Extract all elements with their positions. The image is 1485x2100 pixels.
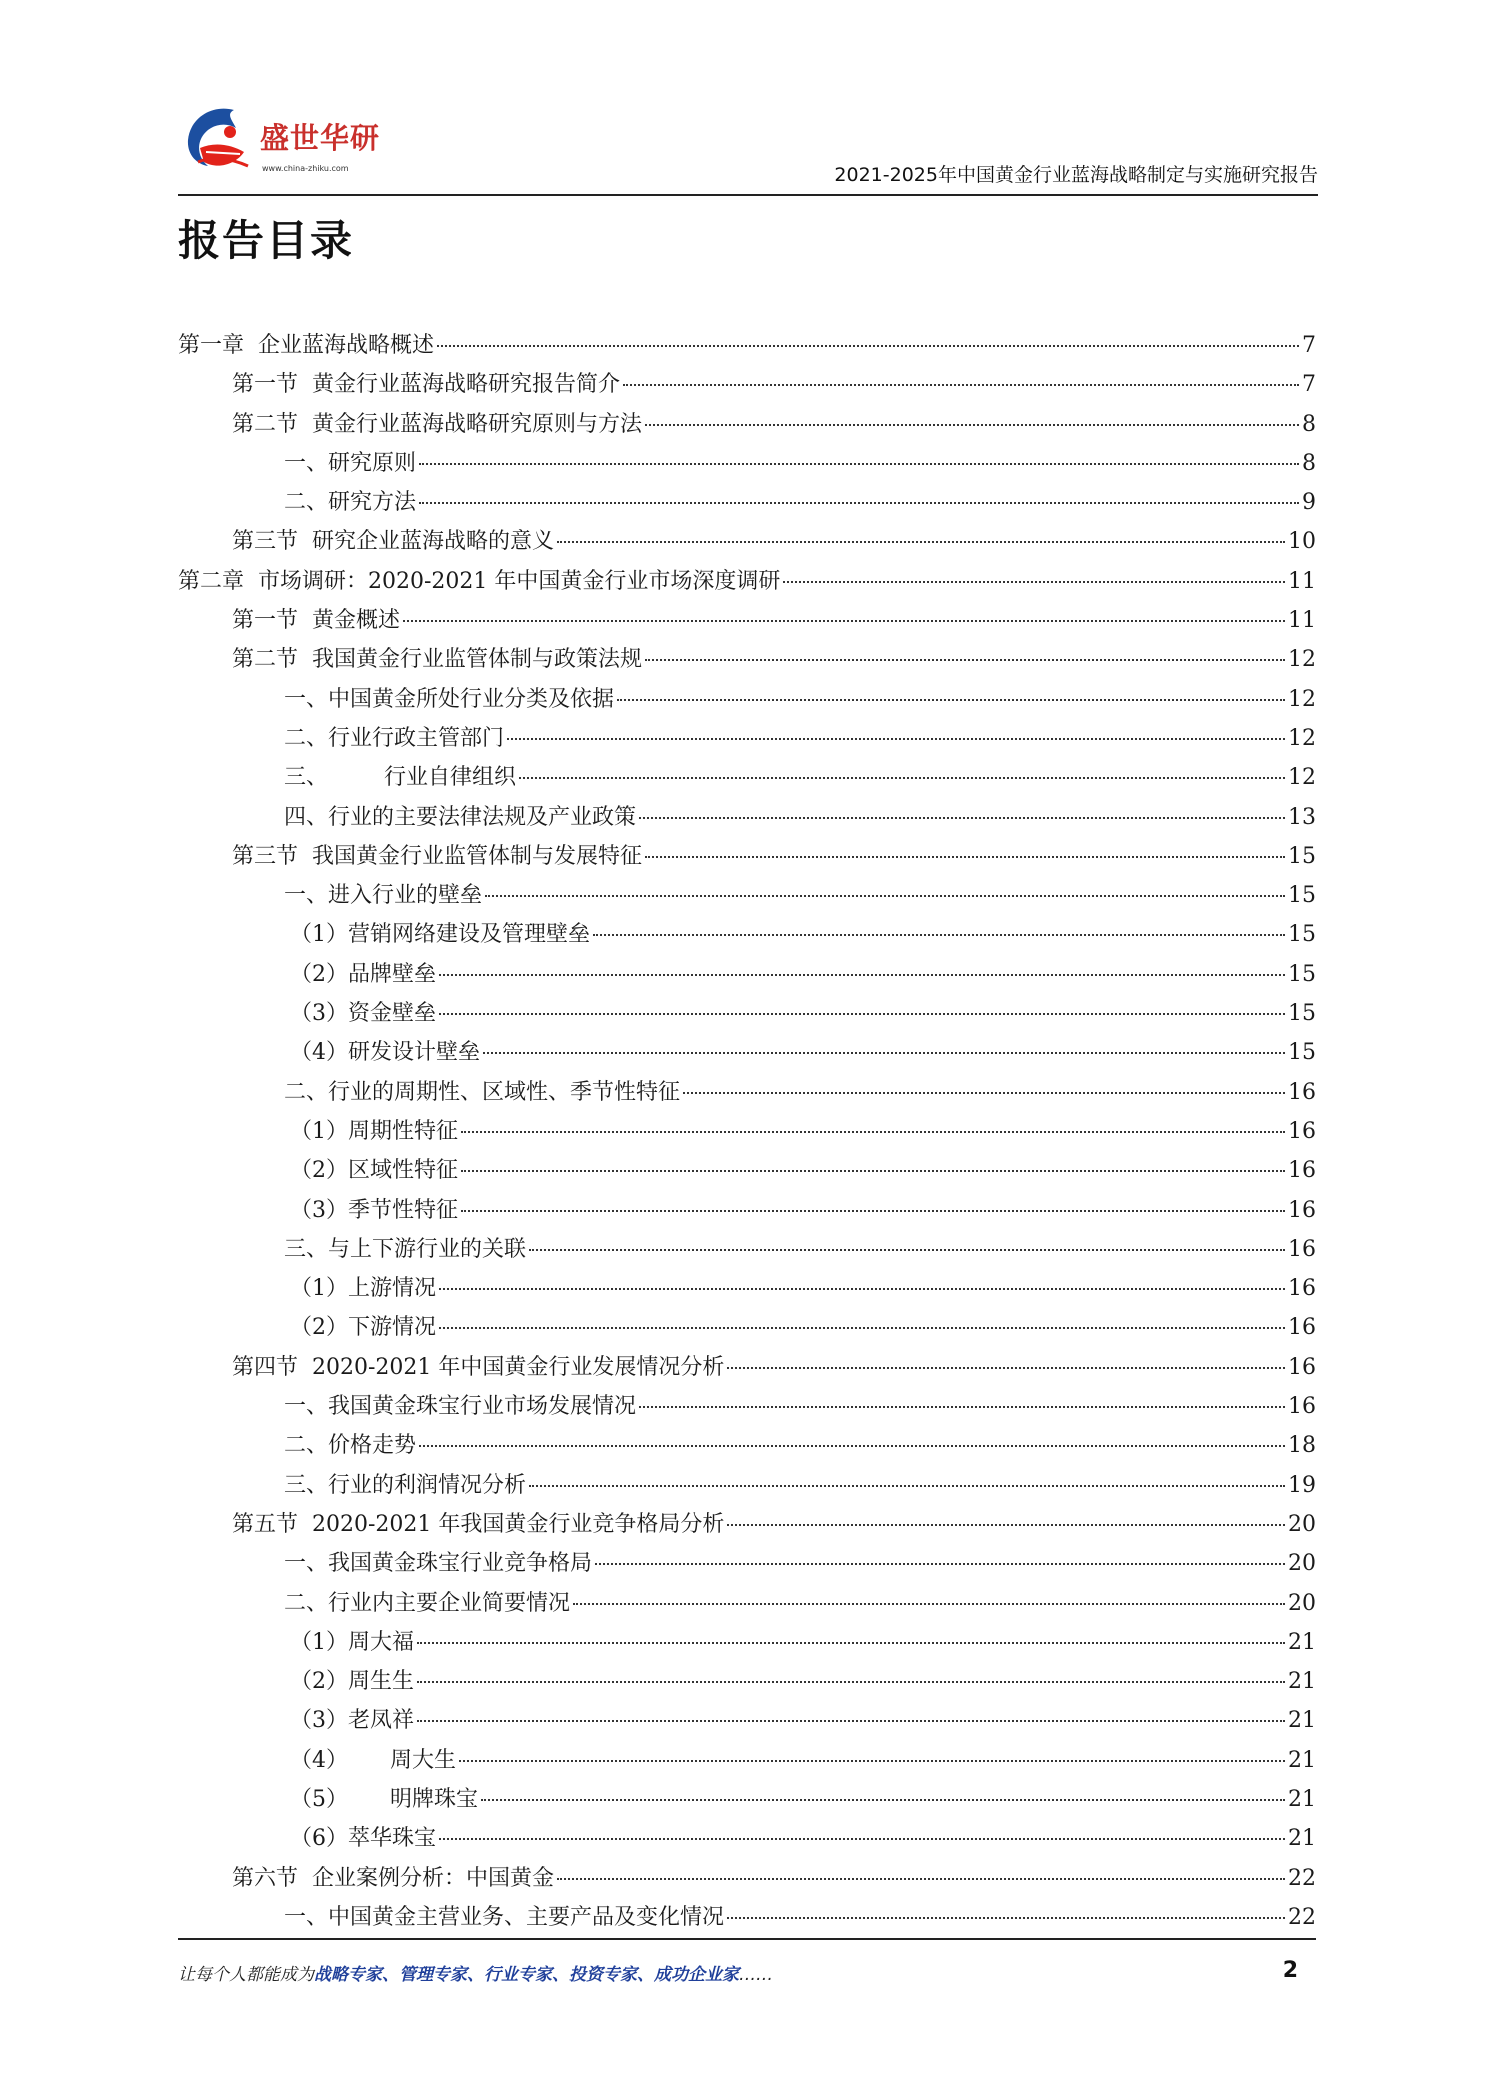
toc-entry-title: （3）资金壁垒 [290, 1001, 436, 1027]
toc-dot-leader [417, 1720, 1285, 1722]
toc-dot-leader [461, 1170, 1285, 1172]
toc-entry-page: 16 [1288, 1158, 1316, 1184]
toc-dot-leader [419, 1445, 1285, 1447]
toc-entry[interactable] [178, 1426, 1316, 1465]
toc-dot-leader [507, 738, 1285, 740]
toc-entry[interactable] [178, 719, 1316, 758]
toc-entry-page: 13 [1288, 804, 1316, 830]
footer-slogan-prefix: 让每个人都能成为 [178, 1965, 314, 1985]
toc-entry[interactable] [178, 365, 1316, 404]
toc-entry-page: 11 [1288, 608, 1316, 634]
toc-entry-title: （2）区域性特征 [290, 1158, 458, 1184]
toc-entry-page: 16 [1288, 1079, 1316, 1105]
toc-entry-title: （5） 明牌珠宝 [290, 1786, 478, 1812]
toc-entry-page: 10 [1288, 529, 1316, 555]
toc-entry[interactable] [178, 1701, 1316, 1740]
toc-entry-page: 21 [1288, 1669, 1316, 1695]
toc-entry-title: （2）周生生 [290, 1669, 414, 1695]
toc-dot-leader [645, 856, 1285, 858]
toc-entry-page: 18 [1288, 1433, 1316, 1459]
toc-entry-title: （4）研发设计壁垒 [290, 1040, 480, 1066]
toc-dot-leader [417, 1642, 1285, 1644]
table-of-contents [178, 326, 1316, 1937]
toc-dot-leader [557, 541, 1285, 543]
toc-entry[interactable] [178, 1308, 1316, 1347]
footer-slogan [178, 1960, 773, 1985]
logo-emblem-icon [178, 102, 262, 182]
toc-entry[interactable] [178, 562, 1316, 601]
toc-entry-page: 12 [1288, 647, 1316, 673]
toc-entry-title: （1）营销网络建设及管理壁垒 [290, 922, 590, 948]
toc-entry-title: 三、 行业自律组织 [284, 765, 516, 791]
toc-entry-page: 20 [1288, 1551, 1316, 1577]
toc-entry-title: 二、行业内主要企业简要情况 [284, 1590, 571, 1616]
toc-dot-leader [483, 1052, 1285, 1054]
toc-entry-page: 12 [1288, 765, 1316, 791]
toc-dot-leader [645, 424, 1299, 426]
toc-dot-leader [481, 1799, 1285, 1801]
footer-slogan-suffix: …… [739, 1965, 773, 1985]
toc-dot-leader [461, 1131, 1285, 1133]
toc-entry[interactable] [178, 1269, 1316, 1308]
toc-entry[interactable] [178, 640, 1316, 679]
toc-entry[interactable] [178, 326, 1316, 365]
toc-entry-title: 第五节 2020-2021 年我国黄金行业竞争格局分析 [232, 1511, 725, 1537]
toc-entry[interactable] [178, 1898, 1316, 1937]
toc-entry-page: 15 [1288, 883, 1316, 909]
page-header [178, 100, 1318, 196]
toc-entry-title: （2）下游情况 [290, 1315, 436, 1341]
toc-entry-page: 9 [1302, 490, 1316, 516]
toc-entry-title: 二、行业的周期性、区域性、季节性特征 [284, 1079, 681, 1105]
toc-dot-leader [485, 895, 1285, 897]
toc-dot-leader [573, 1603, 1285, 1605]
toc-dot-leader [459, 1760, 1285, 1762]
toc-entry-page: 16 [1288, 1236, 1316, 1262]
toc-entry-page: 11 [1288, 568, 1316, 594]
toc-entry-title: 二、研究方法 [284, 490, 417, 516]
toc-entry-title: （1）周期性特征 [290, 1118, 458, 1144]
toc-entry-title: （3）季节性特征 [290, 1197, 458, 1223]
logo-name: 盛世华研 [260, 121, 381, 155]
toc-entry[interactable] [178, 1859, 1316, 1898]
toc-entry-page: 16 [1288, 1276, 1316, 1302]
toc-entry[interactable] [178, 1151, 1316, 1190]
toc-entry-title: 第一节 黄金行业蓝海战略研究报告简介 [232, 372, 620, 398]
toc-entry[interactable] [178, 1230, 1316, 1269]
toc-entry-title: （4） 周大生 [290, 1747, 456, 1773]
toc-entry[interactable] [178, 1584, 1316, 1623]
toc-entry-page: 15 [1288, 1001, 1316, 1027]
toc-entry-page: 21 [1288, 1629, 1316, 1655]
toc-entry[interactable] [178, 1780, 1316, 1819]
toc-entry[interactable] [178, 758, 1316, 797]
toc-entry-title: 四、行业的主要法律法规及产业政策 [284, 804, 637, 830]
toc-entry-title: 第三节 我国黄金行业监管体制与发展特征 [232, 843, 642, 869]
toc-dot-leader [439, 974, 1285, 976]
toc-entry-page: 7 [1302, 372, 1316, 398]
toc-entry[interactable] [178, 994, 1316, 1033]
page-number: 2 [1282, 1958, 1298, 1983]
toc-entry-page: 21 [1288, 1747, 1316, 1773]
toc-entry-title: 一、进入行业的壁垒 [284, 883, 483, 909]
toc-entry[interactable] [178, 798, 1316, 837]
toc-dot-leader [529, 1249, 1285, 1251]
toc-entry-page: 12 [1288, 725, 1316, 751]
toc-dot-leader [727, 1524, 1285, 1526]
toc-entry-page: 16 [1288, 1394, 1316, 1420]
toc-entry-title: （2）品牌壁垒 [290, 961, 436, 987]
footer-divider [178, 1938, 1316, 1940]
toc-dot-leader [557, 1878, 1285, 1880]
toc-entry[interactable] [178, 915, 1316, 954]
toc-entry[interactable] [178, 522, 1316, 561]
toc-dot-leader [417, 1681, 1285, 1683]
toc-entry-page: 15 [1288, 843, 1316, 869]
header-divider [178, 194, 1318, 196]
toc-dot-leader [727, 1917, 1285, 1919]
toc-entry[interactable] [178, 1191, 1316, 1230]
page-title: 报告目录 [178, 216, 355, 265]
toc-entry-page: 16 [1288, 1315, 1316, 1341]
toc-entry-page: 20 [1288, 1511, 1316, 1537]
toc-entry-page: 21 [1288, 1826, 1316, 1852]
toc-entry-page: 15 [1288, 922, 1316, 948]
toc-entry-title: 第一章 企业蓝海战略概述 [178, 333, 434, 358]
toc-entry[interactable] [178, 601, 1316, 640]
toc-entry-page: 8 [1302, 411, 1316, 437]
toc-entry[interactable] [178, 1505, 1316, 1544]
toc-dot-leader [593, 934, 1285, 936]
logo-url: www.china-zhiku.com [262, 164, 349, 173]
toc-dot-leader [727, 1367, 1285, 1369]
toc-dot-leader [639, 1406, 1285, 1408]
toc-entry-title: 一、我国黄金珠宝行业竞争格局 [284, 1551, 593, 1577]
toc-entry[interactable] [178, 680, 1316, 719]
toc-dot-leader [439, 1013, 1285, 1015]
toc-entry[interactable] [178, 955, 1316, 994]
toc-entry-page: 15 [1288, 1040, 1316, 1066]
toc-entry[interactable] [178, 876, 1316, 915]
toc-entry-page: 16 [1288, 1354, 1316, 1380]
toc-dot-leader [645, 659, 1285, 661]
toc-dot-leader [439, 1838, 1285, 1840]
toc-entry[interactable] [178, 444, 1316, 483]
toc-entry[interactable] [178, 1741, 1316, 1780]
toc-entry[interactable] [178, 1544, 1316, 1583]
page-footer [178, 1938, 1316, 1998]
toc-dot-leader [617, 699, 1285, 701]
toc-entry-page: 22 [1288, 1904, 1316, 1930]
toc-entry-page: 15 [1288, 961, 1316, 987]
toc-entry-title: 第三节 研究企业蓝海战略的意义 [232, 529, 554, 555]
toc-dot-leader [783, 581, 1285, 583]
toc-entry[interactable] [178, 1387, 1316, 1426]
toc-entry[interactable] [178, 483, 1316, 522]
toc-entry[interactable] [178, 1466, 1316, 1505]
toc-entry-title: 一、中国黄金主营业务、主要产品及变化情况 [284, 1904, 725, 1930]
company-logo [178, 102, 438, 182]
toc-entry-title: （1）上游情况 [290, 1276, 436, 1302]
toc-dot-leader [623, 384, 1299, 386]
toc-entry[interactable] [178, 1662, 1316, 1701]
toc-entry[interactable] [178, 1348, 1316, 1387]
toc-dot-leader [519, 777, 1285, 779]
toc-entry-title: 第二节 黄金行业蓝海战略研究原则与方法 [232, 411, 642, 437]
toc-dot-leader [419, 502, 1299, 504]
toc-entry-page: 19 [1288, 1472, 1316, 1498]
toc-entry[interactable] [178, 405, 1316, 444]
toc-entry-title: 第一节 黄金概述 [232, 608, 400, 634]
toc-entry-page: 21 [1288, 1708, 1316, 1734]
toc-dot-leader [403, 620, 1285, 622]
toc-entry-page: 12 [1288, 686, 1316, 712]
toc-entry-title: 二、行业行政主管部门 [284, 725, 505, 751]
toc-dot-leader [439, 1288, 1285, 1290]
toc-entry-title: 一、我国黄金珠宝行业市场发展情况 [284, 1394, 637, 1420]
toc-dot-leader [419, 463, 1299, 465]
toc-entry[interactable] [178, 1623, 1316, 1662]
toc-entry[interactable] [178, 1033, 1316, 1072]
toc-entry-title: （3）老凤祥 [290, 1708, 414, 1734]
report-title: 2021-2025年中国黄金行业蓝海战略制定与实施研究报告 [834, 164, 1318, 186]
toc-entry-title: 三、行业的利润情况分析 [284, 1472, 527, 1498]
toc-entry-title: 二、价格走势 [284, 1433, 417, 1459]
toc-entry-page: 16 [1288, 1118, 1316, 1144]
footer-slogan-emphasis: 战略专家、管理专家、行业专家、投资专家、成功企业家 [314, 1965, 739, 1985]
toc-entry-title: （6）萃华珠宝 [290, 1826, 436, 1852]
toc-dot-leader [639, 817, 1285, 819]
toc-entry-page: 8 [1302, 450, 1316, 476]
toc-entry-page: 20 [1288, 1590, 1316, 1616]
toc-entry-title: 一、中国黄金所处行业分类及依据 [284, 686, 615, 712]
toc-entry-title: 第二节 我国黄金行业监管体制与政策法规 [232, 647, 642, 673]
toc-dot-leader [595, 1563, 1285, 1565]
toc-entry-title: 第二章 市场调研：2020-2021 年中国黄金行业市场深度调研 [178, 568, 781, 594]
toc-entry-title: 第四节 2020-2021 年中国黄金行业发展情况分析 [232, 1354, 725, 1380]
toc-entry-page: 21 [1288, 1786, 1316, 1812]
toc-entry[interactable] [178, 837, 1316, 876]
toc-entry-title: 第六节 企业案例分析：中国黄金 [232, 1865, 554, 1891]
toc-entry-page: 7 [1302, 333, 1316, 358]
toc-dot-leader [529, 1485, 1285, 1487]
toc-entry[interactable] [178, 1819, 1316, 1858]
toc-dot-leader [437, 345, 1299, 347]
toc-dot-leader [461, 1210, 1285, 1212]
toc-entry-page: 16 [1288, 1197, 1316, 1223]
toc-entry-title: （1）周大福 [290, 1629, 414, 1655]
toc-entry[interactable] [178, 1073, 1316, 1112]
toc-entry-title: 三、与上下游行业的关联 [284, 1236, 527, 1262]
toc-dot-leader [683, 1092, 1285, 1094]
toc-dot-leader [439, 1327, 1285, 1329]
toc-entry[interactable] [178, 1112, 1316, 1151]
toc-entry-title: 一、研究原则 [284, 450, 417, 476]
toc-entry-page: 22 [1288, 1865, 1316, 1891]
